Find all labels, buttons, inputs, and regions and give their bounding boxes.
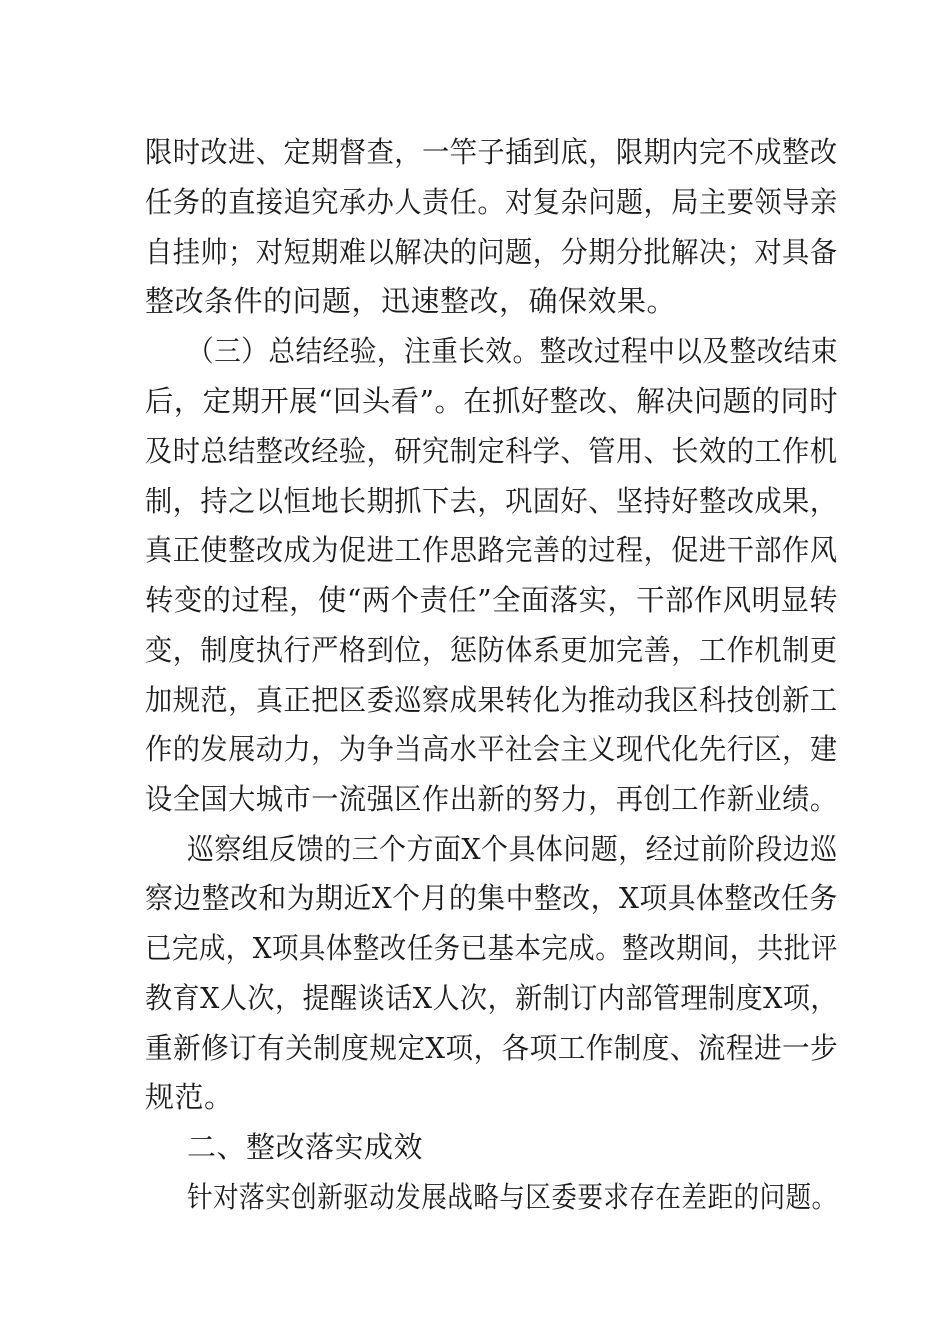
text-line: 察边整改和为期近X个月的集中整改，X项具体整改任务 — [145, 881, 838, 915]
paragraph-start-line: 巡察组反馈的三个方面X个具体问题，经过前阶段边巡 — [187, 832, 838, 866]
text-line: 真正使整改成为促进工作思路完善的过程，促进干部作风 — [145, 533, 838, 567]
paragraph-start-line: 针对落实创新驱动发展战略与区委要求存在差距的问题。 — [187, 1180, 838, 1214]
text-line: 规范。 — [145, 1080, 234, 1114]
text-line: 变，制度执行严格到位，惩防体系更加完善，工作机制更 — [145, 633, 838, 667]
text-line: 及时总结整改经验，研究制定科学、管用、长效的工作机 — [145, 434, 838, 468]
text-line: 自挂帅；对短期难以解决的问题，分期分批解决；对具备 — [145, 235, 838, 269]
text-line: 作的发展动力，为争当高水平社会主义现代化先行区，建 — [145, 732, 838, 766]
text-line: 教育X人次，提醒谈话X人次，新制订内部管理制度X项， — [145, 981, 838, 1015]
text-line: 转变的过程，使“两个责任”全面落实，干部作风明显转 — [145, 583, 839, 617]
text-line: 整改条件的问题，迅速整改，确保效果。 — [145, 284, 677, 318]
text-line: 任务的直接追究承办人责任。对复杂问题，局主要领导亲 — [145, 185, 838, 219]
section-heading: 二、整改落实成效 — [187, 1130, 424, 1164]
text-line: 已完成，X项具体整改任务已基本完成。整改期间，共批评 — [145, 931, 838, 965]
text-line: 重新修订有关制度规定X项，各项工作制度、流程进一步 — [145, 1031, 839, 1065]
section-heading-line: （三）总结经验，注重长效。整改过程中以及整改结束 — [187, 334, 839, 368]
text-line: 限时改进、定期督查，一竿子插到底，限期内完不成整改 — [145, 135, 838, 169]
text-line: 制，持之以恒地长期抓下去，巩固好、坚持好整改成果， — [145, 484, 838, 518]
text-line: 后，定期开展“回头看”。在抓好整改、解决问题的同时 — [145, 384, 839, 418]
text-line: 加规范，真正把区委巡察成果转化为推动我区科技创新工 — [145, 683, 838, 717]
text-line: 设全国大城市一流强区作出新的努力，再创工作新业绩。 — [145, 782, 838, 816]
